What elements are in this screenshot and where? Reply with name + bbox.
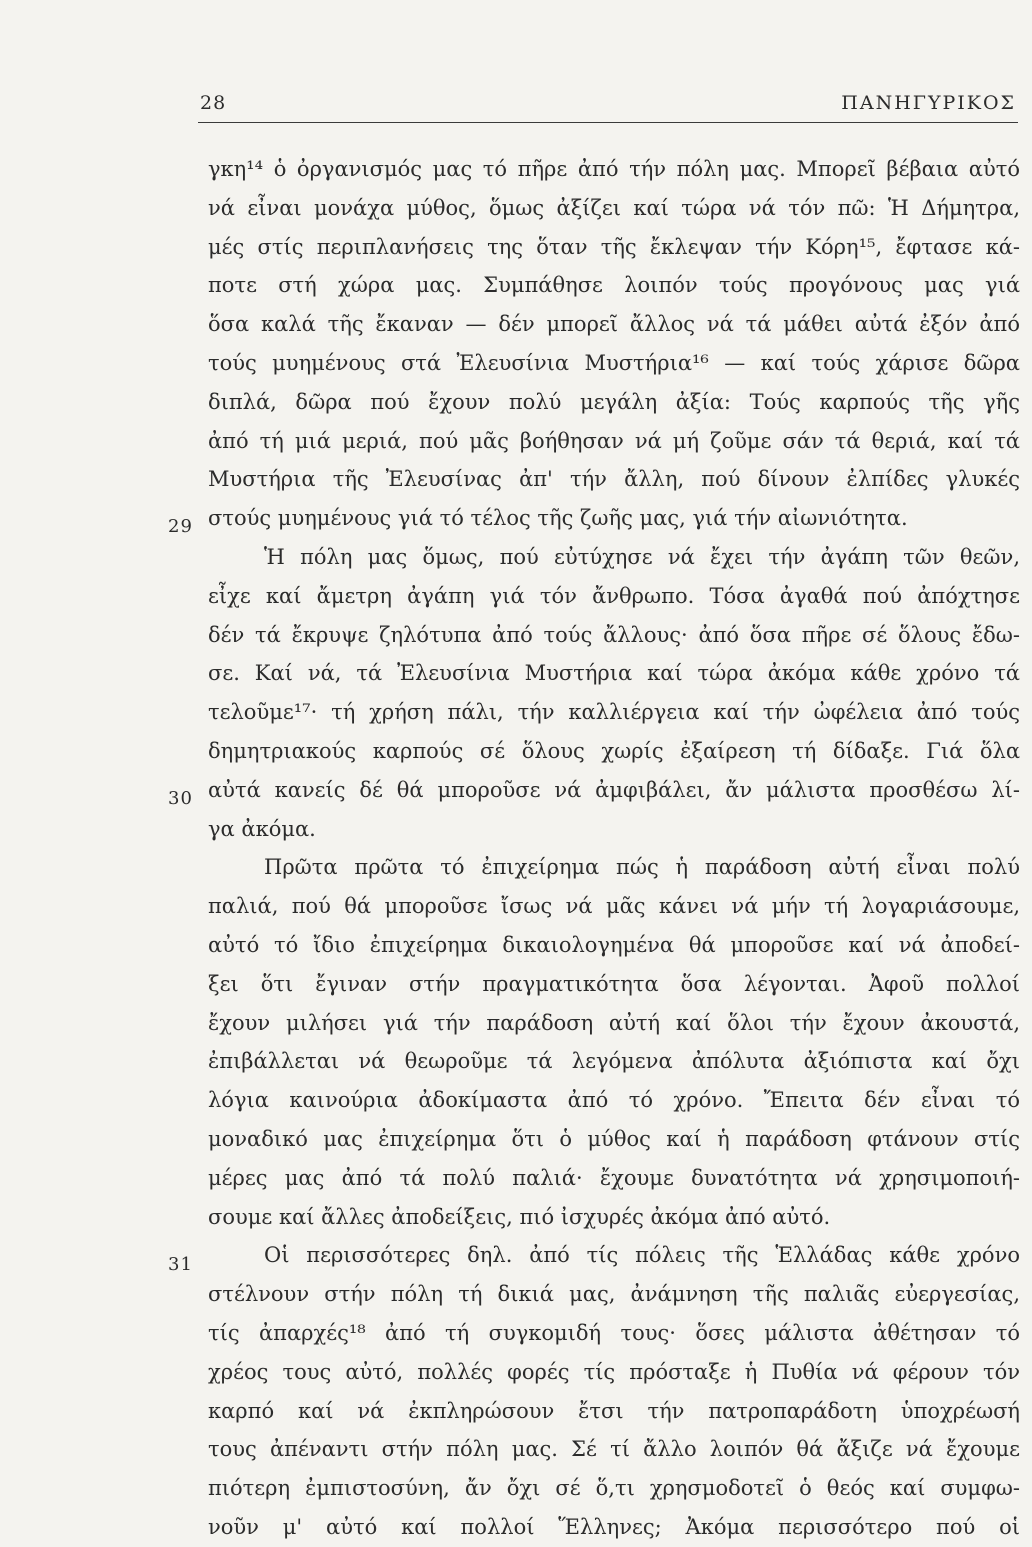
text-line: καρπό καί νά ἐκπληρώσουν ἔτσι τήν πατροπαράδοτη ὑποχρέωσή [208, 1398, 1020, 1423]
text-line: αὐτό τό ἴδιο ἐπιχείρημα δικαιολογημένα θά μποροῦσε καί νά ἀποδεί- [208, 932, 1020, 957]
text-line: νά εἶναι μονάχα μύθος, ὅμως ἀξίζει καί τώρα νά τόν πῶ: Ἡ Δήμητρα, [208, 195, 1020, 220]
text-line: χρέος τους αὐτό, πολλές φορές τίς πρόσταξε ἡ Πυθία νά φέρουν τόν [208, 1359, 1020, 1384]
text-line: διπλά, δῶρα πού ἔχουν πολύ μεγάλη ἀξία: Τούς καρπούς τῆς γῆς [208, 389, 1020, 414]
text-line: σε. Καί νά, τά Ἐλευσίνια Μυστήρια καί τώρα ἀκόμα κάθε χρόνο τά [208, 661, 1020, 686]
text-line: παλιά, πού θά μποροῦσε ἴσως νά μᾶς κάνει νά μήν τή λογαριάσουμε, [208, 894, 1020, 919]
text-line: Μυστήρια τῆς Ἐλευσίνας ἀπ' τήν ἄλλη, πού δίνουν ἐλπίδες γλυκές [208, 467, 1020, 492]
text-line: ξει ὅτι ἔγιναν στήν πραγματικότητα ὅσα λέγονται. Ἀφοῦ πολλοί [208, 971, 1020, 996]
text-line: Ἡ πόλη μας ὅμως, πού εὐτύχησε νά ἔχει τήν ἀγάπη τῶν θεῶν, [264, 544, 1020, 569]
text-line: τούς μυημένους στά Ἐλευσίνια Μυστήρια¹⁶ — καί τούς χάρισε δῶρα [208, 350, 1020, 375]
text-line: τελοῦμε¹⁷· τή χρήση πάλι, τήν καλλιέργεια καί τήν ὠφέλεια ἀπό τούς [208, 700, 1020, 725]
text-line: τους ἀπέναντι στήν πόλη μας. Σέ τί ἄλλο λοιπόν θά ἄξιζε νά ἔχουμε [208, 1437, 1020, 1462]
body-text [208, 150, 1020, 1547]
text-line: ἔχουν μιλήσει γιά τήν παράδοση αὐτή καί ὅλοι τήν ἔχουν ἀκουστά, [208, 1010, 1020, 1035]
running-title: ΠΑΝΗΓΥΡΙΚΟΣ [841, 92, 1016, 114]
text-line: σουμε καί ἄλλες ἀποδείξεις, πιό ἰσχυρές ἀκόμα ἀπό αὐτό. [208, 1204, 831, 1229]
text-line: αὐτά κανείς δέ θά μποροῦσε νά ἀμφιβάλει, ἄν μάλιστα προσθέσω λί- [208, 777, 1020, 802]
paragraph-number: 31 [168, 1254, 193, 1275]
text-line: λόγια καινούρια ἀδοκίμαστα ἀπό τό χρόνο. Ἔπειτα δέν εἶναι τό [208, 1088, 1020, 1113]
text-line: Οἱ περισσότερες δηλ. ἀπό τίς πόλεις τῆς Ἑλλάδας κάθε χρόνο [264, 1243, 1020, 1268]
text-line: τίς ἀπαρχές¹⁸ ἀπό τή συγκομιδή τους· ὅσες μάλιστα ἀθέτησαν τό [208, 1320, 1020, 1345]
text-line: εἶχε καί ἄμετρη ἀγάπη γιά τόν ἄνθρωπο. Τόσα ἀγαθά πού ἀπόχτησε [208, 583, 1020, 608]
text-line: στέλνουν στήν πόλη τή δικιά μας, ἀνάμνηση τῆς παλιᾶς εὐεργεσίας, [208, 1282, 1020, 1307]
text-line: μοναδικό μας ἐπιχείρημα ὅτι ὁ μύθος καί ἡ παράδοση φτάνουν στίς [208, 1126, 1020, 1151]
header-rule [198, 122, 1018, 123]
paragraph-number: 30 [168, 788, 193, 809]
text-line: ἀπό τή μιά μεριά, πού μᾶς βοήθησαν νά μή ζοῦμε σάν τά θεριά, καί τά [208, 428, 1020, 453]
text-line: γκη¹⁴ ὁ ὀργανισμός μας τό πῆρε ἀπό τήν πόλη μας. Μπορεῖ βέβαια αὐτό [208, 157, 1020, 181]
text-line: δέν τά ἔκρυψε ζηλότυπα ἀπό τούς ἄλλους· ἀπό ὅσα πῆρε σέ ὅλους ἔδω- [208, 622, 1020, 647]
text-line: ὅσα καλά τῆς ἔκαναν — δέν μπορεῖ ἄλλος νά τά μάθει αὐτά ἐξόν ἀπό [208, 312, 1020, 337]
text-line: μέρες μας ἀπό τά πολύ παλιά· ἔχουμε δυνατότητα νά χρησιμοποιή- [208, 1165, 1020, 1190]
paragraph-number: 29 [168, 516, 193, 537]
text-line: Πρῶτα πρῶτα τό ἐπιχείρημα πώς ἡ παράδοση αὐτή εἶναι πολύ [264, 855, 1020, 880]
text-line: γα ἀκόμα. [208, 816, 316, 841]
page-number: 28 [200, 92, 227, 114]
text-line: ἐπιβάλλεται νά θεωροῦμε τά λεγόμενα ἀπόλυτα ἀξιόπιστα καί ὄχι [208, 1049, 1020, 1074]
text-line: ποτε στή χώρα μας. Συμπάθησε λοιπόν τούς προγόνους μας γιά [208, 273, 1020, 298]
text-line: πιότερη ἐμπιστοσύνη, ἄν ὄχι σέ ὅ,τι χρησμοδοτεῖ ὁ θεός καί συμφω- [208, 1476, 1020, 1501]
text-line: δημητριακούς καρπούς σέ ὅλους χωρίς ἐξαίρεση τή δίδαξε. Γιά ὅλα [208, 738, 1020, 763]
page-header [200, 92, 1018, 124]
text-line: νοῦν μ' αὐτό καί πολλοί Ἕλληνες; Ἀκόμα περισσότερο πού οἱ [208, 1514, 1020, 1539]
text-line: στούς μυημένους γιά τό τέλος τῆς ζωῆς μας, γιά τήν αἰωνιότητα. [208, 506, 908, 531]
text-line: μές στίς περιπλανήσεις της ὅταν τῆς ἔκλεψαν τήν Κόρη¹⁵, ἔφτασε κά- [208, 234, 1020, 259]
